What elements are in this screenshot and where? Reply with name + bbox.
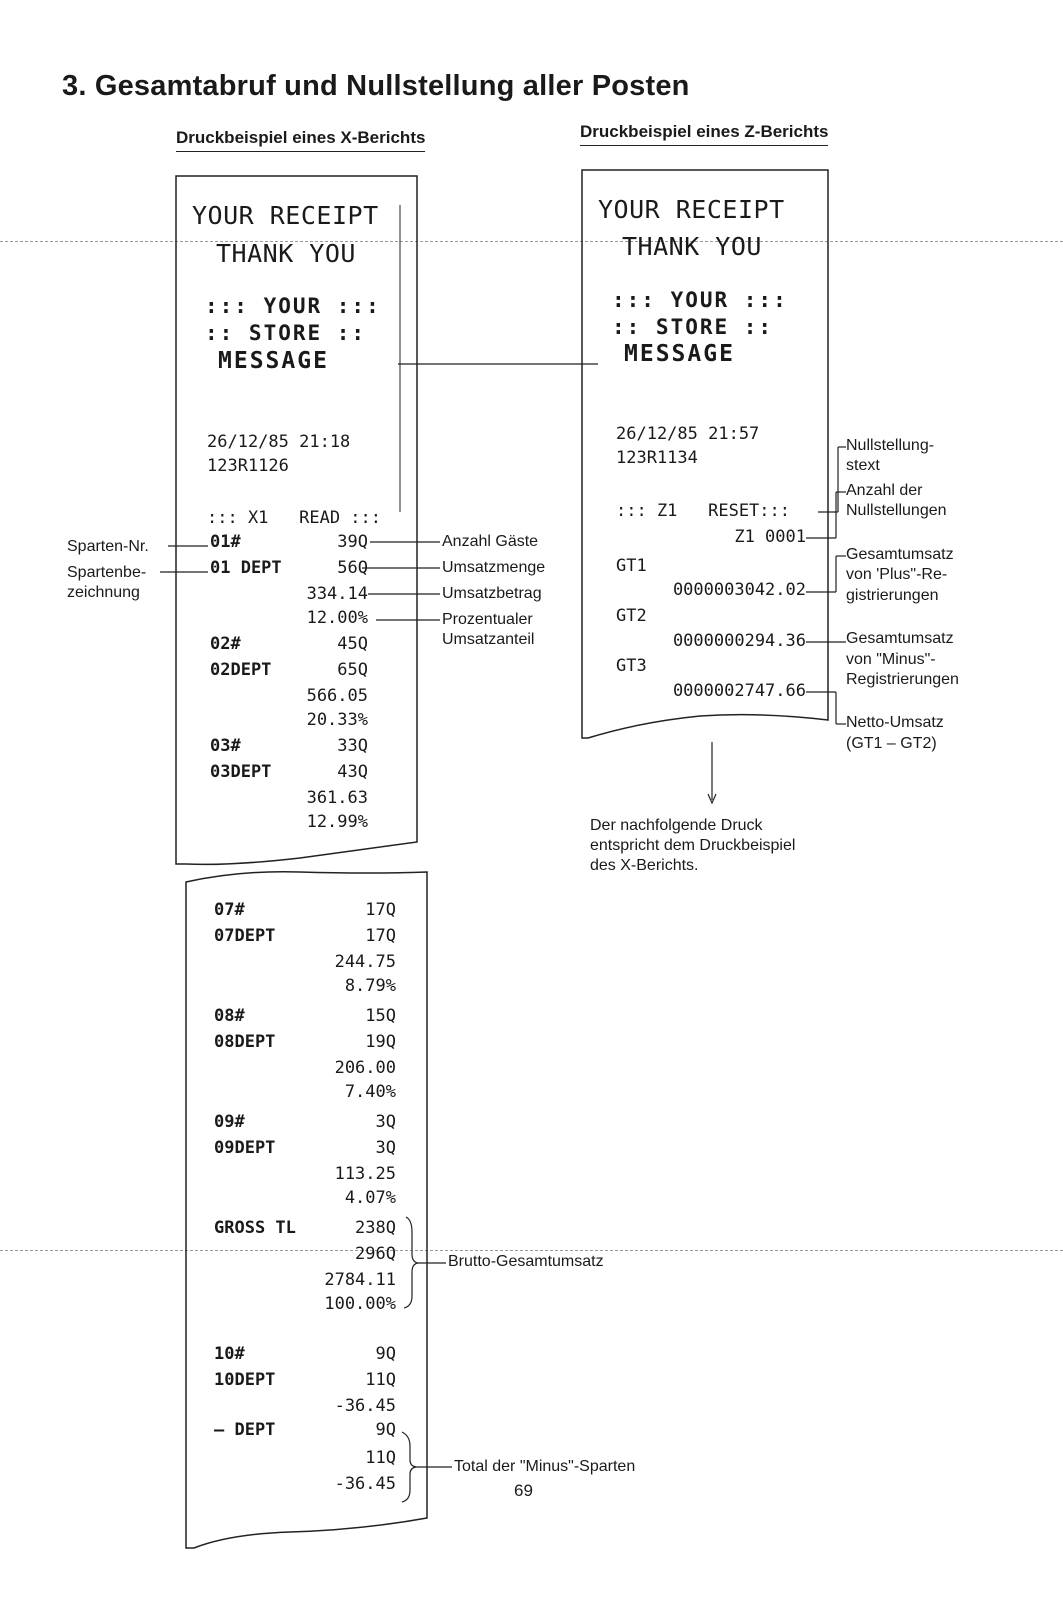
- receipt-row-value: 244.75: [334, 952, 396, 972]
- receipt-row-value: 100.00%: [324, 1294, 396, 1314]
- label-nullstellung-2: stext: [846, 457, 880, 474]
- receipt-row-value: 43Q: [337, 762, 368, 782]
- receipt-row-value: 4.07%: [344, 1188, 396, 1208]
- receipt-row-label: 02DEPT: [210, 660, 272, 680]
- receipt-row-value: 11Q: [365, 1448, 396, 1468]
- z-receipt-title: YOUR RECEIPT: [598, 195, 785, 224]
- note-line-3: des X-Berichts.: [590, 857, 699, 874]
- label-nullstellung-1: Nullstellung-: [846, 437, 935, 454]
- label-minus-2: von "Minus"-: [846, 651, 936, 668]
- receipt-row-value: 3Q: [375, 1112, 396, 1132]
- z-message-line-3: MESSAGE: [624, 341, 735, 367]
- receipt-row-value: 206.00: [334, 1058, 396, 1078]
- label-anzahl-1: Anzahl der: [846, 482, 923, 499]
- receipt-row-label: 08#: [214, 1006, 245, 1026]
- receipt-row-value: 361.63: [306, 788, 368, 808]
- label-zeichnung: zeichnung: [67, 584, 140, 601]
- z-reset-label: ::: Z1 RESET:::: [616, 501, 790, 521]
- page-number: 69: [514, 1481, 533, 1500]
- z-gt2-value: 0000000294.36: [672, 631, 806, 651]
- receipt-row-value: 39Q: [337, 532, 368, 552]
- x-report-heading: Druckbeispiel eines X-Berichts: [176, 128, 425, 152]
- receipt-row-value: 2784.11: [324, 1270, 396, 1290]
- z-report-heading: Druckbeispiel eines Z-Berichts: [580, 122, 828, 146]
- receipt-row-label: — DEPT: [214, 1420, 276, 1440]
- z-message-line-1: ::: YOUR :::: [612, 288, 788, 312]
- receipt-row-value: 33Q: [337, 736, 368, 756]
- receipt-row-label: 03#: [210, 736, 241, 756]
- label-prozentualer: Prozentualer: [442, 611, 533, 628]
- label-anzahl-gaeste: Anzahl Gäste: [442, 533, 539, 550]
- receipt-row-label: 09#: [214, 1112, 245, 1132]
- x-message-line-2: :: STORE ::: [205, 321, 367, 345]
- label-plus-1: Gesamtumsatz: [846, 546, 954, 563]
- receipt-row-value: 11Q: [365, 1370, 396, 1390]
- receipt-row-value: 334.14: [306, 584, 368, 604]
- receipt-row-value: 12.00%: [306, 608, 368, 628]
- note-line-1: Der nachfolgende Druck: [590, 817, 763, 834]
- receipt-row-label: 01 DEPT: [210, 558, 282, 578]
- receipt-row-value: -36.45: [334, 1396, 396, 1416]
- label-plus-3: gistrierungen: [846, 587, 939, 604]
- receipt-row-label: 08DEPT: [214, 1032, 276, 1052]
- receipt-row-value: 65Q: [337, 660, 368, 680]
- z-reset-count: Z1 0001: [734, 527, 806, 547]
- note-line-2: entspricht dem Druckbeispiel: [590, 837, 796, 854]
- label-plus-2: von 'Plus"-Re-: [846, 566, 948, 583]
- receipt-row-label: 03DEPT: [210, 762, 272, 782]
- label-minus-3: Registrierungen: [846, 671, 959, 688]
- z-gt2-label: GT2: [616, 606, 647, 626]
- z-gt1-value: 0000003042.02: [672, 580, 806, 600]
- receipt-row-value: 8.79%: [344, 976, 396, 996]
- page-title: 3. Gesamtabruf und Nullstellung aller Posten: [62, 70, 690, 102]
- z-gt3-value: 0000002747.66: [672, 681, 806, 701]
- label-umsatzanteil: Umsatzanteil: [442, 631, 535, 648]
- receipt-row-value: 113.25: [334, 1164, 396, 1184]
- x-machine-number: 123R1126: [207, 456, 289, 476]
- x-datetime: 26/12/85 21:18: [207, 432, 351, 452]
- receipt-row-value: 17Q: [365, 926, 396, 946]
- z-thank-you: THANK YOU: [622, 232, 762, 261]
- receipt-row-value: 20.33%: [306, 710, 368, 730]
- z-gt3-label: GT3: [616, 656, 647, 676]
- z-machine-number: 123R1134: [616, 448, 698, 468]
- receipt-row-label: 07#: [214, 900, 245, 920]
- receipt-row-value: 17Q: [365, 900, 396, 920]
- receipt-row-value: 296Q: [355, 1244, 396, 1264]
- receipt-row-value: 238Q: [355, 1218, 396, 1238]
- receipt-row-label: 02#: [210, 634, 241, 654]
- label-minus-1: Gesamtumsatz: [846, 630, 954, 647]
- x-message-line-3: MESSAGE: [218, 348, 329, 374]
- label-umsatzmenge: Umsatzmenge: [442, 559, 546, 576]
- receipt-row-label: 01#: [210, 532, 241, 552]
- receipt-row-value: 9Q: [375, 1420, 396, 1440]
- z-datetime: 26/12/85 21:57: [616, 424, 760, 444]
- label-netto-2: (GT1 – GT2): [846, 735, 937, 752]
- receipt-row-value: -36.45: [334, 1474, 396, 1494]
- receipt-row-value: 45Q: [337, 634, 368, 654]
- label-sparten-nr: Sparten-Nr.: [67, 538, 149, 555]
- x-read-label: ::: X1 READ :::: [207, 508, 381, 528]
- receipt-row-value: 56Q: [337, 558, 368, 578]
- receipt-row-label: 10DEPT: [214, 1370, 276, 1390]
- label-brutto-gesamtumsatz: Brutto-Gesamtumsatz: [448, 1253, 604, 1270]
- label-netto-1: Netto-Umsatz: [846, 714, 944, 731]
- receipt-row-value: 12.99%: [306, 812, 368, 832]
- label-umsatzbetrag: Umsatzbetrag: [442, 585, 542, 602]
- z-message-line-2: :: STORE ::: [612, 315, 774, 339]
- x-thank-you: THANK YOU: [216, 239, 356, 268]
- x-message-line-1: ::: YOUR :::: [205, 294, 381, 318]
- receipt-row-label: 10#: [214, 1344, 245, 1364]
- z-gt1-label: GT1: [616, 556, 647, 576]
- receipt-row-value: 3Q: [375, 1138, 396, 1158]
- x-receipt-title: YOUR RECEIPT: [192, 201, 379, 230]
- label-anzahl-2: Nullstellungen: [846, 502, 947, 519]
- receipt-row-label: 07DEPT: [214, 926, 276, 946]
- label-minus-total: Total der "Minus"-Sparten: [454, 1458, 636, 1475]
- receipt-row-value: 7.40%: [344, 1082, 396, 1102]
- receipt-row-value: 19Q: [365, 1032, 396, 1052]
- receipt-row-value: 15Q: [365, 1006, 396, 1026]
- receipt-row-value: 9Q: [375, 1344, 396, 1364]
- label-spartenbe: Spartenbe-: [67, 564, 147, 581]
- receipt-row-label: GROSS TL: [214, 1218, 296, 1238]
- receipt-row-label: 09DEPT: [214, 1138, 276, 1158]
- receipt-row-value: 566.05: [306, 686, 368, 706]
